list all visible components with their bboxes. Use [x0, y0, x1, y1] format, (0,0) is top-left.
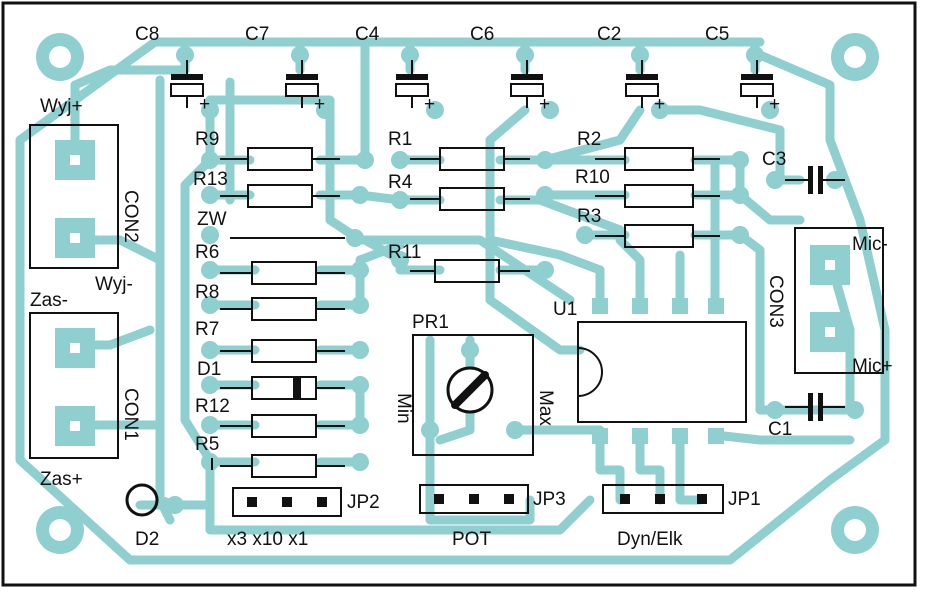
plus-c2: +	[654, 94, 666, 115]
label-r12: R12	[195, 396, 230, 417]
plus-c5: +	[769, 94, 781, 115]
pr1-rotor	[448, 368, 492, 412]
label-r1: R1	[388, 129, 413, 150]
label-r4: R4	[388, 172, 413, 193]
label-c6: C6	[470, 24, 495, 45]
label-wyj-plus: Wyj+	[40, 96, 83, 117]
label-jp3: JP3	[533, 489, 566, 510]
label-max: Max	[535, 390, 556, 426]
label-r7: R7	[195, 319, 220, 340]
label-jp1-caption: Dyn/Elk	[617, 529, 683, 550]
label-con3: CON3	[765, 275, 786, 328]
label-d2: D2	[135, 529, 160, 550]
label-r2: R2	[577, 129, 602, 150]
label-mic-minus: Mic-	[852, 234, 888, 255]
label-c2: C2	[597, 24, 622, 45]
plus-c6: +	[539, 94, 551, 115]
label-c7: C7	[245, 24, 270, 45]
label-pr1: PR1	[412, 312, 449, 333]
label-c4: C4	[355, 24, 380, 45]
label-zas-plus: Zas+	[40, 469, 83, 490]
label-jp1: JP1	[728, 489, 761, 510]
label-jp2-caption: x3 x10 x1	[227, 529, 309, 550]
label-r8: R8	[195, 282, 220, 303]
label-mic-plus: Mic+	[852, 356, 893, 377]
label-zas-minus: Zas-	[30, 290, 68, 311]
label-d1: D1	[197, 359, 222, 380]
label-r5: R5	[195, 434, 220, 455]
label-con2: CON2	[120, 190, 141, 243]
label-zw: ZW	[197, 209, 227, 230]
label-min: Min	[393, 393, 414, 424]
label-jp3-caption: POT	[452, 529, 492, 550]
plus-c4: +	[424, 94, 436, 115]
jumper-pins	[247, 494, 707, 507]
plus-c8: +	[199, 94, 211, 115]
label-jp2: JP2	[347, 492, 380, 513]
label-r3: R3	[577, 206, 602, 227]
plus-c7: +	[314, 94, 326, 115]
copper-traces	[20, 42, 885, 560]
label-wyj-minus: Wyj-	[95, 274, 133, 295]
label-r10: R10	[575, 167, 610, 188]
label-r11: R11	[388, 242, 422, 263]
label-r13: R13	[193, 169, 228, 190]
label-c8: C8	[135, 24, 160, 45]
label-con1: CON1	[120, 388, 141, 441]
label-c3: C3	[762, 149, 787, 170]
label-r9: R9	[195, 129, 220, 150]
label-u1: U1	[553, 299, 578, 320]
label-c5: C5	[705, 24, 730, 45]
label-c1: C1	[768, 419, 793, 440]
label-r6: R6	[195, 242, 220, 263]
